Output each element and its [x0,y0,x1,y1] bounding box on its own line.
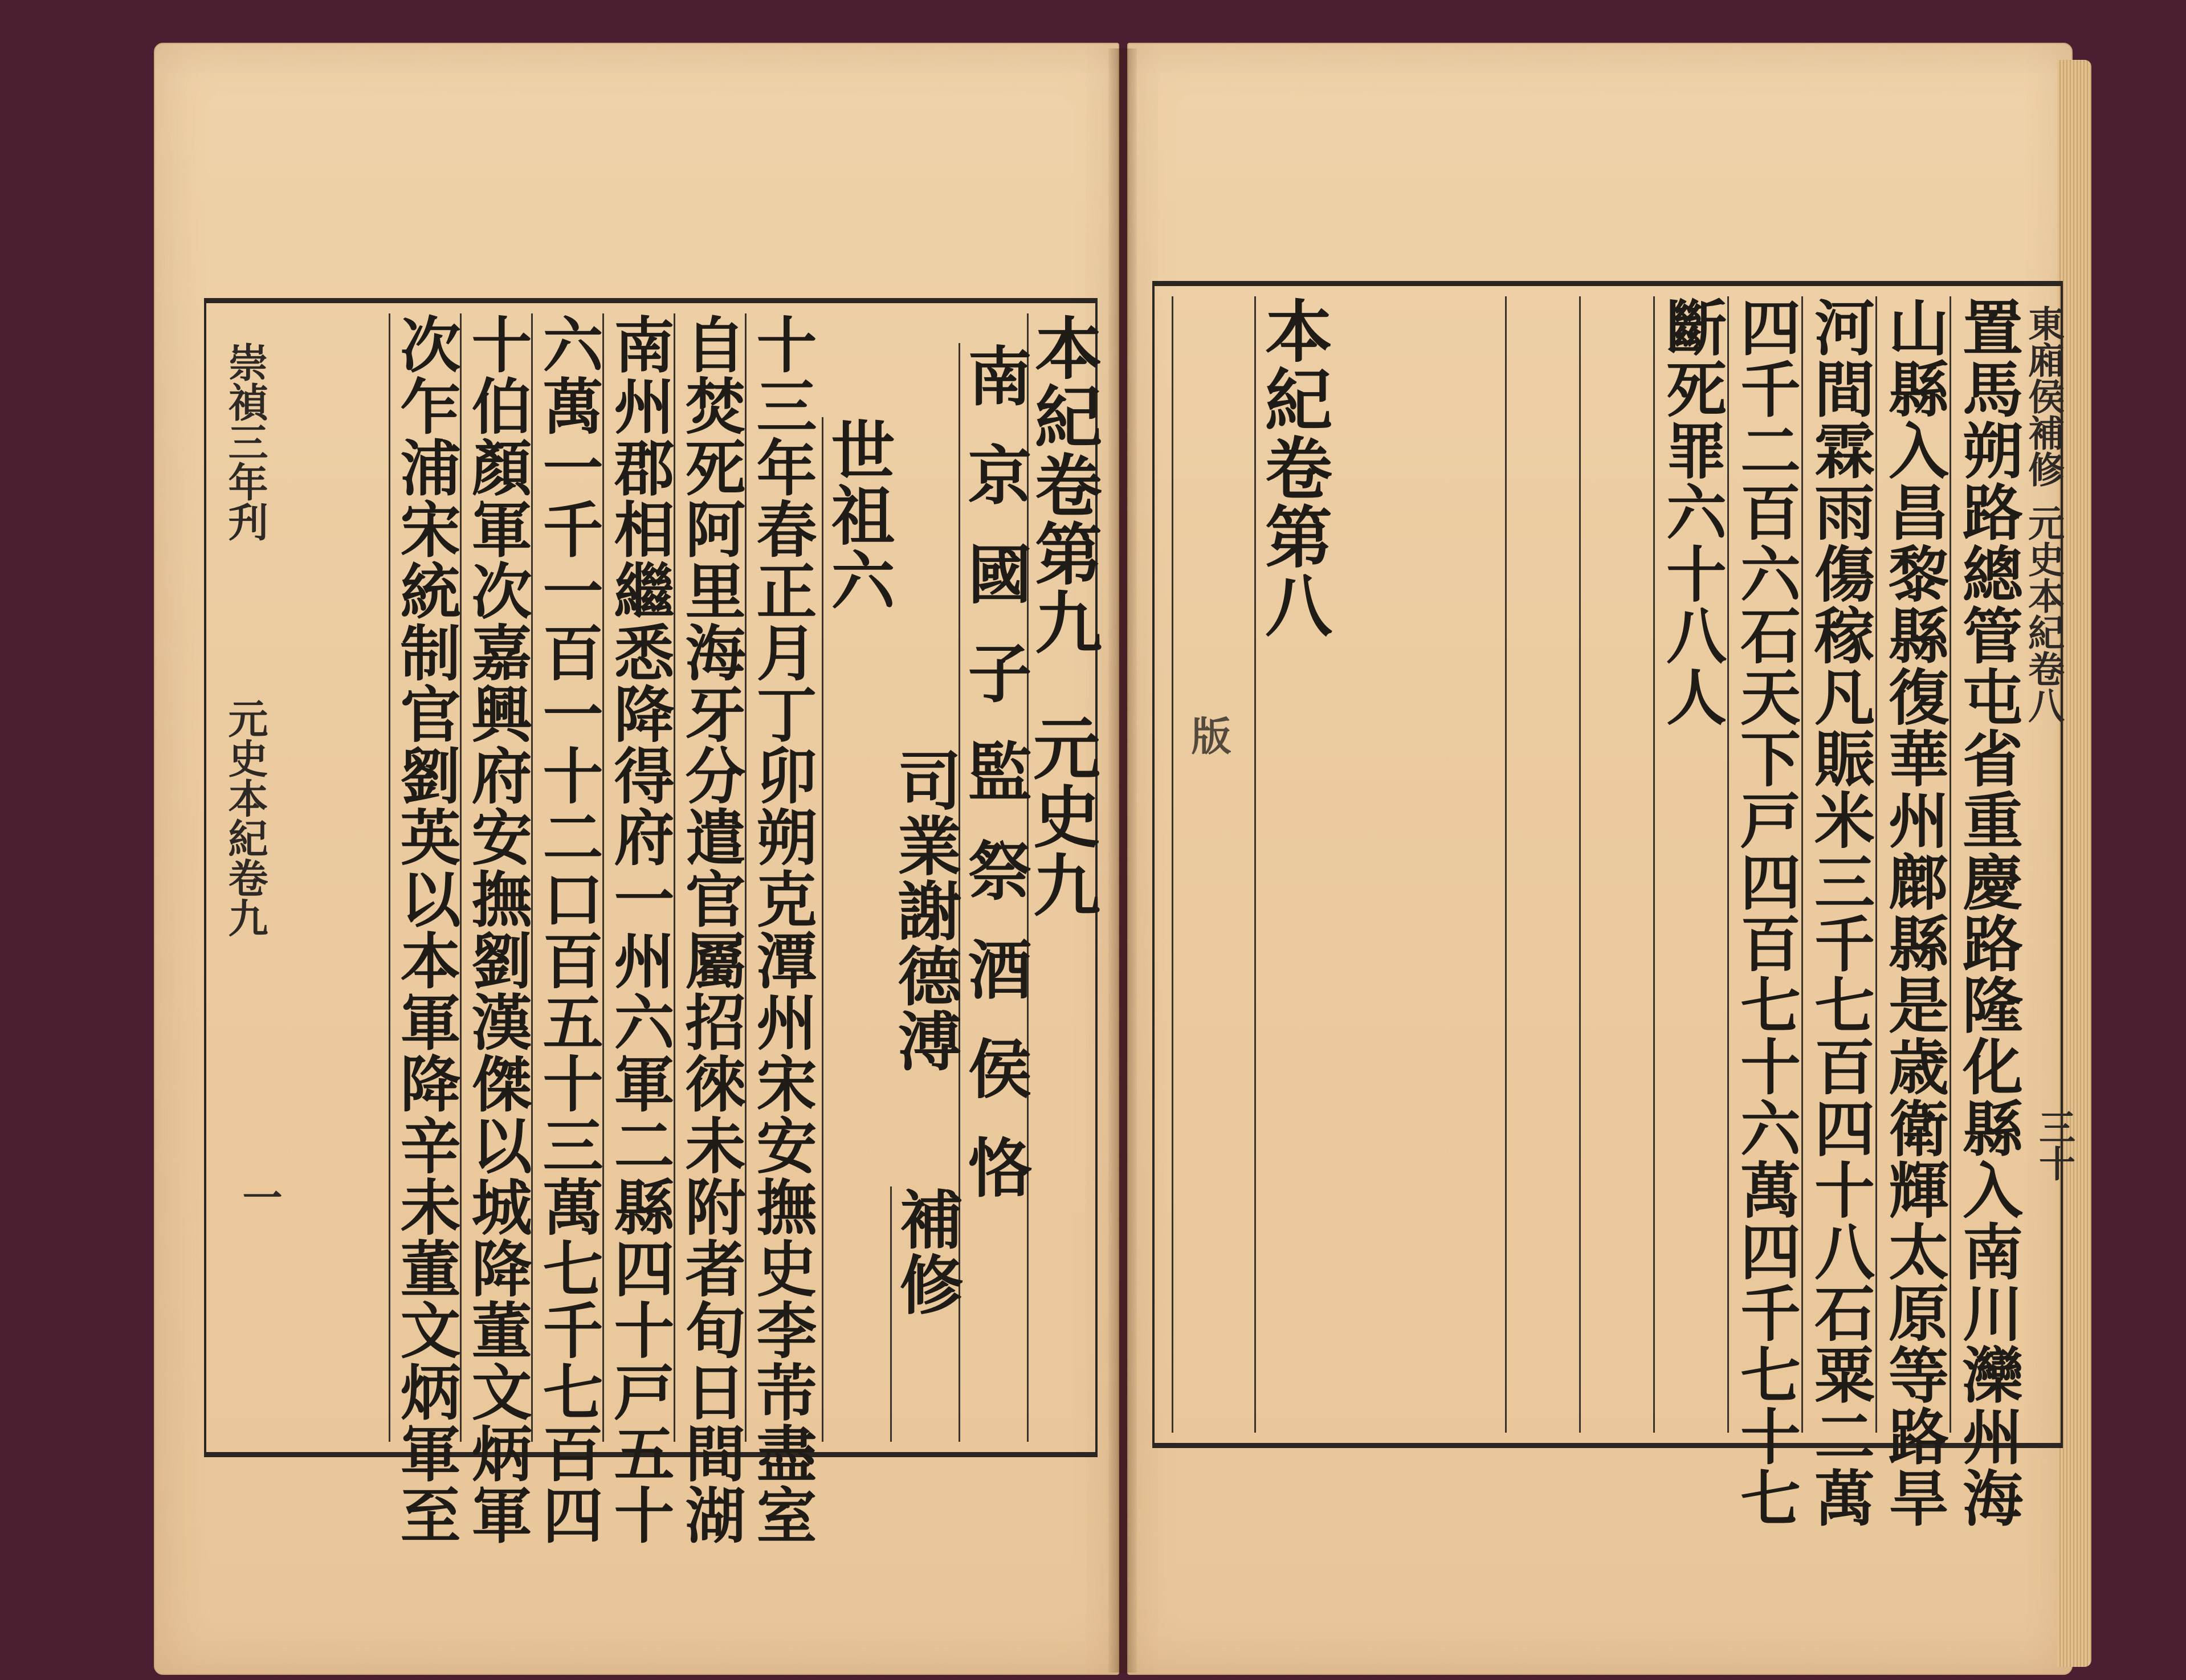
right-text-line-4: 四千二百六石天下戸四百七十六萬四千七十七 [1731,296,1802,1529]
left-margin-book: 元史本紀卷九 [222,698,269,937]
open-book [154,31,2114,1680]
right-margin-title: 東廂侯補修 [2022,305,2065,487]
right-text-frame [1152,281,2063,1529]
left-margin-title: 崇禎三年刋 [222,342,269,541]
right-text-line-5: 斷死罪六十八人 [1657,296,1728,728]
left-margin-page: 一 [236,1177,283,1217]
left-col-3b [889,1186,964,1442]
chapter-subtitle: 世祖六 [821,417,895,613]
text-line-4: 六萬一千一百一十二口百五十三萬七千七百四 [533,313,605,1546]
volume-title: 本紀卷第九 [1023,313,1103,656]
left-col-5 [745,313,818,1546]
right-col-4 [1727,296,1803,1529]
book-gutter [1108,48,1137,1673]
right-col-3 [1801,296,1877,1529]
right-margin-book: 元史本紀卷八 [2022,504,2065,723]
left-col-8 [531,313,605,1546]
right-col-9 [1172,296,1256,1433]
text-line-1: 十三年春正月丁卯朔克潭州宋安撫史李芾盡室 [747,313,818,1546]
right-col-7 [1505,296,1581,1433]
right-col-5 [1653,296,1729,1433]
left-col-2 [957,343,1032,1442]
right-volume-end-title: 本紀卷第八 [1254,296,1333,639]
right-text-line-1: 置馬朔路總管屯省重慶路隆化縣入南川灤州海 [1953,296,2024,1529]
left-col-1b [1022,713,1101,1442]
right-col-1 [1950,296,2025,1529]
text-line-3: 南州郡相繼悉降得府一州六軍二縣四十戸五十 [604,313,676,1546]
text-line-2: 自焚死阿里海牙分遣官屬招徠未附者旬日間湖 [675,313,747,1546]
revision-note: 補修 [889,1186,964,1317]
left-col-10 [389,313,462,1546]
block-stamp: 版 [1185,715,1232,755]
text-line-6: 次乍浦宋統制官劉英以本軍降辛未董文炳軍至 [390,313,462,1546]
right-col-2 [1875,296,1951,1529]
left-col-6 [674,313,747,1546]
right-margin-page: 三十 [2033,1108,2075,1181]
editor-line: 南京國子監祭酒侯恪 [957,343,1032,1234]
right-text-line-2: 山縣入昌黎縣復華州鄜縣是歳衛輝太原等路旱 [1879,296,1950,1529]
text-line-5: 十伯顏軍次嘉興府安撫劉漢傑以城降董文炳軍 [462,313,533,1546]
left-col-7 [602,313,676,1546]
right-text-line-3: 河間霖雨傷稼凡賑米三千七百四十八石粟二萬 [1805,296,1876,1529]
left-text-frame [204,298,1103,1546]
right-col-8 [1254,296,1333,1433]
left-col-4 [821,417,895,1442]
book-title: 元史九 [1022,713,1101,920]
left-col-9 [460,313,533,1546]
right-col-6 [1579,296,1655,1433]
co-editor-line: 司業謝德溥 [887,748,962,1074]
